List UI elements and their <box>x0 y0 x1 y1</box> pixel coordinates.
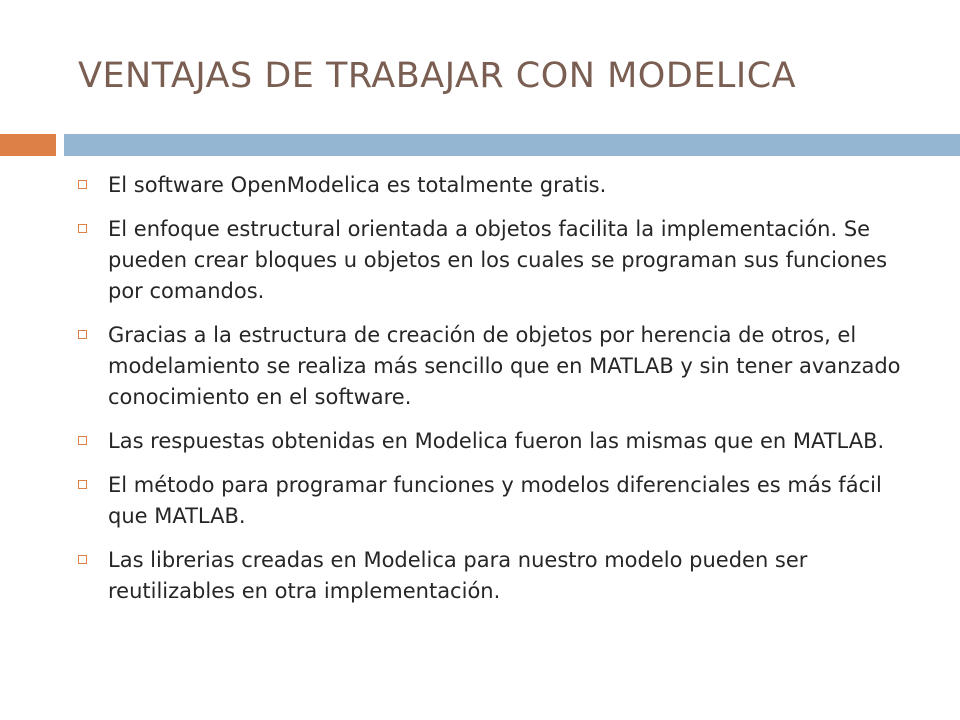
square-bullet-icon <box>78 480 87 489</box>
square-bullet-icon <box>78 180 87 189</box>
square-bullet-icon <box>78 436 87 445</box>
bullet-text: El software OpenModelica es totalmente gratis. <box>108 173 607 197</box>
bullet-text: Las respuestas obtenidas en Modelica fueron las mismas que en MATLAB. <box>108 429 885 453</box>
bullet-text: Gracias a la estructura de creación de objetos por herencia de otros, el modelamiento se realiza más sencillo que en MATLAB y sin tener avanzado conocimiento en el software. <box>108 323 901 409</box>
bullet-list <box>78 170 918 620</box>
slide-title: VENTAJAS DE TRABAJAR CON MODELICA <box>78 56 797 96</box>
square-bullet-icon <box>78 330 87 339</box>
bullet-item <box>78 470 918 532</box>
bullet-text: El enfoque estructural orientada a objetos facilita la implementación. Se pueden crear bloques u objetos en los cuales se programan sus funciones por comandos. <box>108 217 888 303</box>
bullet-item <box>78 170 918 201</box>
accent-bar-blue <box>64 134 960 156</box>
bullet-item <box>78 214 918 307</box>
accent-bar-orange <box>0 134 56 156</box>
bullet-item <box>78 545 918 607</box>
bullet-item <box>78 426 918 457</box>
bullet-item <box>78 320 918 413</box>
bullet-text: Las librerias creadas en Modelica para nuestro modelo pueden ser reutilizables en otra implementación. <box>108 548 808 603</box>
bullet-text: El método para programar funciones y modelos diferenciales es más fácil que MATLAB. <box>108 473 882 528</box>
square-bullet-icon <box>78 555 87 564</box>
square-bullet-icon <box>78 224 87 233</box>
